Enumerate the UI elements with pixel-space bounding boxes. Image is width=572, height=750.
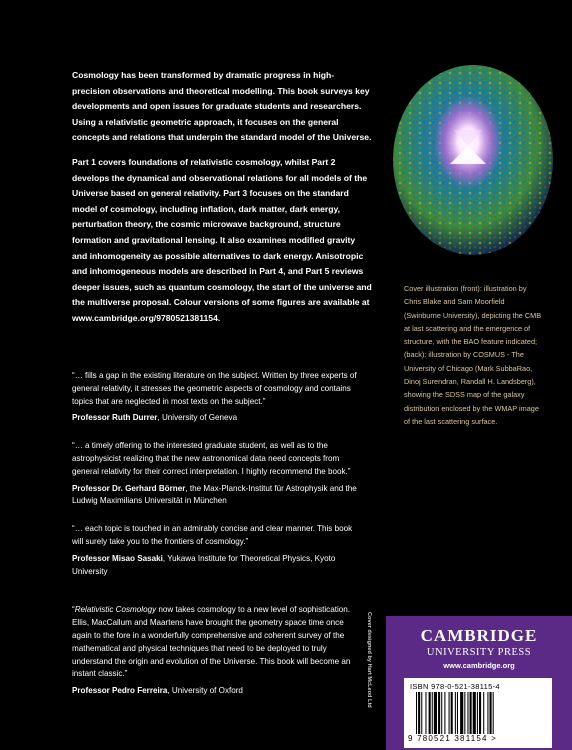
barcode-bar — [429, 692, 431, 734]
barcode-bar — [464, 692, 465, 734]
publisher-name: CAMBRIDGE — [420, 626, 538, 645]
publisher-url: www.cambridge.org — [443, 661, 515, 670]
endorsement-attribution — [72, 412, 362, 425]
endorser-name: Professor Pedro Ferreira — [72, 686, 168, 696]
endorsement — [72, 523, 362, 578]
endorsement-text: “… each topic is touched in an admirably concise and clear manner. This book will surely take you to the frontiers of cosmology.” — [72, 524, 353, 546]
barcode-bar — [477, 692, 478, 734]
barcode-bar — [455, 692, 456, 734]
barcode-bar — [490, 692, 492, 734]
barcode-bar — [487, 692, 488, 734]
cosmic-sphere-illustration — [388, 60, 558, 260]
barcode-bar — [421, 692, 422, 734]
endorsement-attribution — [72, 483, 362, 509]
endorsement — [72, 370, 362, 425]
cover-designer-text: Cover designed by Hart McLeod Ltd — [366, 612, 372, 708]
endorser-affiliation: , University of Geneva — [157, 413, 238, 423]
barcode-bar — [418, 692, 420, 734]
barcode-bar — [470, 692, 472, 734]
endorsement-text: “… fills a gap in the existing literature on the subject. Written by three experts of general relativity, it stresses the geometric aspects of cosmology and contains topics that are neglected in most texts on the subject.” — [72, 371, 357, 406]
barcode-box — [404, 678, 552, 748]
endorser-affiliation: , Yukawa Institute for Theoretical Physics, Kyoto University — [72, 553, 336, 576]
barcode-bar — [483, 692, 484, 734]
barcode-bar — [460, 692, 463, 734]
barcode-bar — [434, 692, 437, 734]
endorsement — [72, 604, 362, 698]
description-paragraph-2: Part 1 covers foundations of relativistic cosmology, whilst Part 2 develops the dynamical and observational relations for all models of the Universe based on general relativity. Part 3 focuses on the standard model of cosmology, including inflation, dark matter, dark energy, perturbation theory, the cosmic microwave background, structure formation and gravitational lensing. It also examines modified gravity and inhomogeneity as possible alternatives to dark energy. Anisotropic and inhomogeneous models are described in Part 4, and Part 5 reviews deeper issues, such as quantum cosmology, the start of the universe and the multiverse proposal. Colour versions of some figures are available at www.cambridge.org/9780521381154. — [72, 156, 372, 323]
endorsements — [72, 370, 362, 713]
barcode-bar — [432, 692, 433, 734]
endorsement-text — [72, 604, 362, 681]
barcode-bar — [467, 692, 468, 734]
endorsement-text: “… a timely offering to the interested graduate student, as well as to the astrophysicist realizing that the new astronomical data need concepts from general relativity for their correct interpretation. I highly recommend the book.” — [72, 441, 351, 476]
description-paragraph-1: Cosmology has been transformed by dramatic progress in high-precision observations and theoretical modelling. This book surveys key developments and open issues for graduate students and researchers. Using a relativistic geometric approach, it focuses on the general concepts and relations that underpin the standard model of the Universe. — [72, 70, 372, 143]
endorsement-attribution — [72, 685, 362, 698]
barcode-bar — [479, 692, 481, 734]
publisher-subtitle: UNIVERSITY PRESS — [426, 647, 532, 658]
barcode-bar — [449, 692, 450, 734]
barcode-bar — [425, 692, 426, 734]
barcode-bar — [493, 692, 494, 734]
barcode-bar — [416, 692, 417, 734]
barcode-bar — [444, 692, 445, 734]
cover-illustration-credit: Cover illustration (front): illustration by Chris Blake and Sam Moorfield (Swinburne University), depicting the CMB at last scattering and the emergence of structure, with the BAO feature indicated; (back): illustration by COSMUS - The University of Chicago (Mark SubbaRao, Dinoj Surendran, Randall H. Landsberg), showing the SDSS map of the galaxy distribution enclosed by the WMAP image of the last scattering surface. — [404, 284, 542, 426]
endorser-name: Professor Misao Sasaki — [72, 553, 163, 563]
endorsement — [72, 440, 362, 508]
barcode-bar — [451, 692, 453, 734]
endorsement-attribution — [72, 553, 362, 579]
isbn-label: ISBN 978-0-521-38115-4 — [410, 682, 500, 691]
barcode-number: 9 780521 381154 > — [408, 734, 497, 743]
barcode — [414, 692, 540, 734]
barcode-bar — [438, 692, 440, 734]
open-quote: “ — [72, 605, 75, 615]
cover-designer-credit — [366, 612, 378, 748]
endorser-affiliation: , the Max-Planck-Institut für Astrophysik and the Ludwig Maximilians Universität in München — [72, 483, 357, 506]
barcode-bar — [457, 692, 458, 734]
endorsement-body: now takes cosmology to a new level of sophistication. Ellis, MacCallum and Maartens have brought the geometry space time once again to the fore in a wonderfully comprehensive and coherent survey of the mathematical and physical techniques that need to be deployed to truly understand the origin and evolution of the Universe. This book will become an instant classic.” — [72, 605, 351, 679]
book-description — [72, 68, 372, 336]
endorser-name: Professor Ruth Durrer — [72, 413, 158, 423]
endorser-name: Professor Dr. Gerhard Börner — [72, 483, 186, 493]
book-title: Relativistic Cosmology — [74, 605, 157, 615]
barcode-bar — [473, 692, 476, 734]
endorser-affiliation: , University of Oxford — [167, 686, 243, 696]
publisher-panel — [386, 616, 572, 750]
barcode-bar — [441, 692, 442, 734]
